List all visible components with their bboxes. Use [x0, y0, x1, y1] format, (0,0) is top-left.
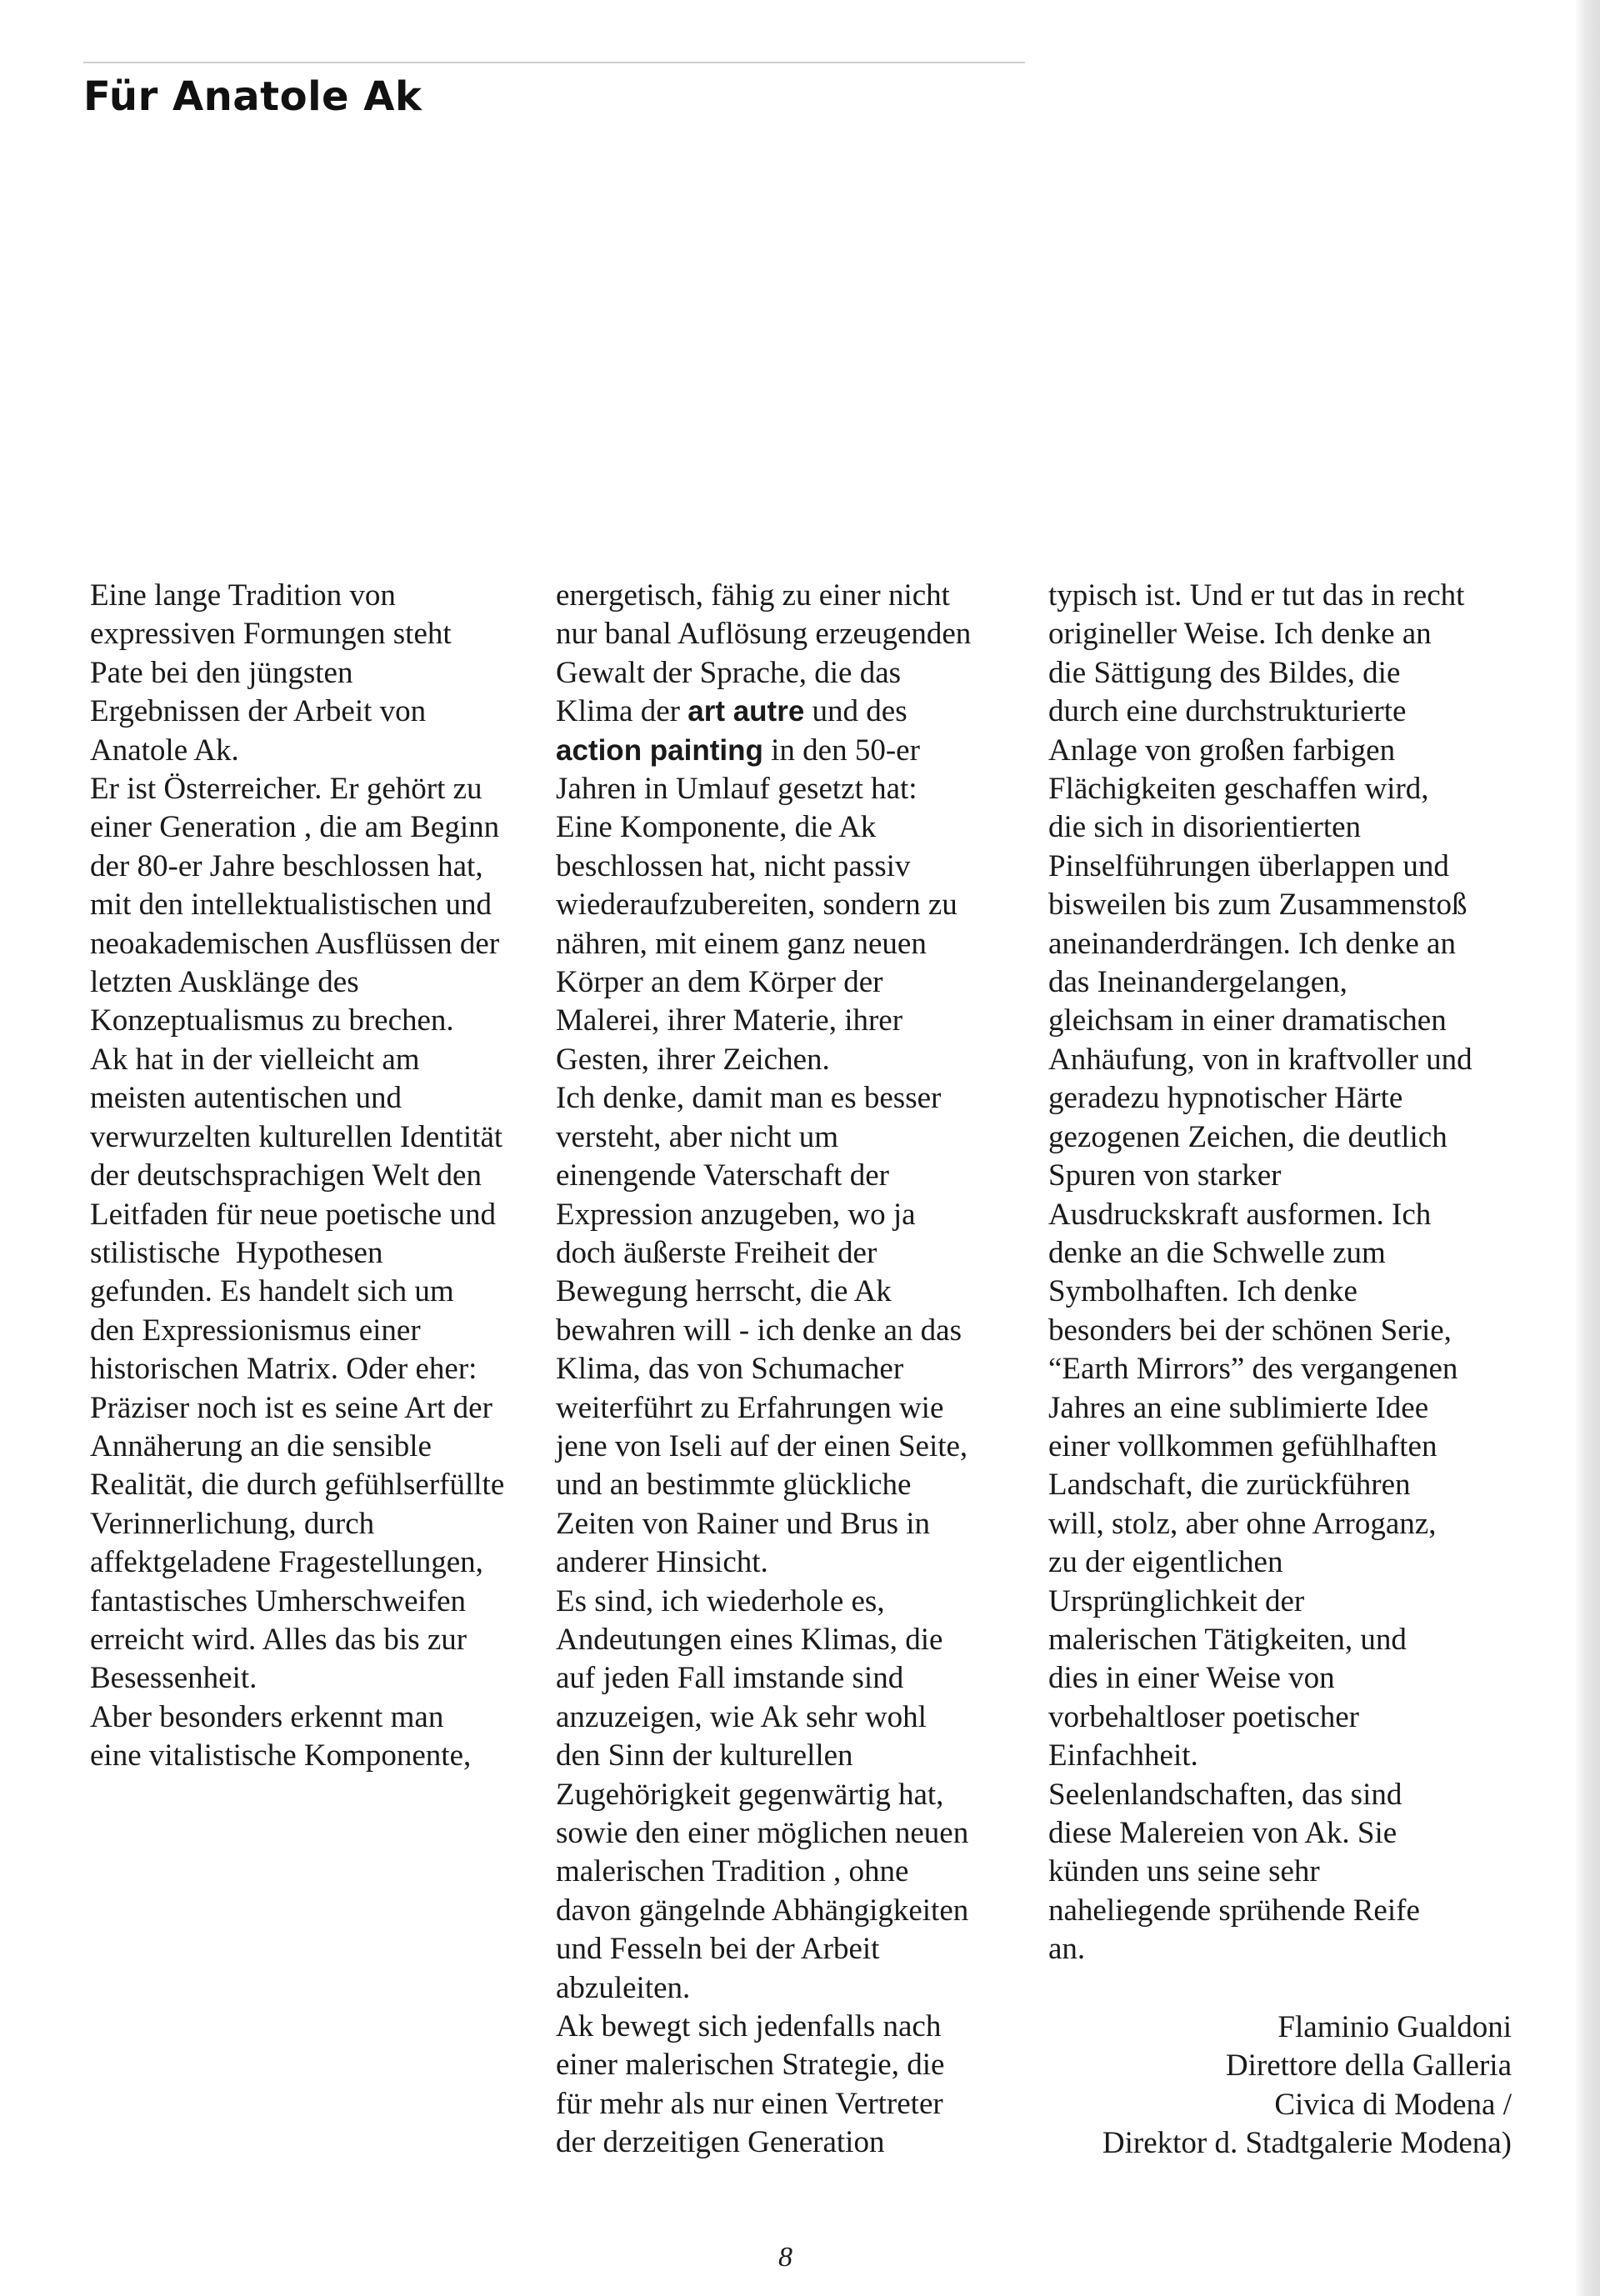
text-line: diese Malereien von Ak. Sie [1048, 1816, 1398, 1850]
text-line: doch äußerste Freiheit der [556, 1235, 878, 1270]
text-line: mit den intellektualistischen und [90, 888, 492, 923]
text-line: eine vitalistische Komponente, [90, 1738, 472, 1773]
text-line: den Sinn der kulturellen [556, 1738, 853, 1773]
text-line: nur banal Auflösung erzeugenden [556, 617, 972, 652]
text-line: “Earth Mirrors” des vergangenen [1048, 1352, 1458, 1387]
text-line: vorbehaltloser poetischer [1048, 1699, 1359, 1734]
text-line: Ausdruckskraft ausformen. Ich [1048, 1197, 1432, 1232]
text-line: Expression anzugeben, wo ja [556, 1197, 916, 1232]
text-column-2 [556, 577, 1039, 2163]
text-line: die Sättigung des Bildes, die [1048, 655, 1401, 690]
text-line: Ich denke, damit man es besser [556, 1081, 942, 1116]
text-line: malerischen Tätigkeiten, und [1048, 1622, 1407, 1657]
text-line: der 80-er Jahre beschlossen hat, [90, 848, 483, 883]
text-line: dies in einer Weise von [1048, 1661, 1335, 1696]
text-line: letzten Ausklänge des [90, 965, 359, 1000]
text-line: Aber besonders erkennt man [90, 1699, 444, 1734]
text-line: Ak bewegt sich jedenfalls nach [556, 2009, 942, 2044]
text-line: den Expressionismus einer [90, 1313, 421, 1348]
text-line: Einfachheit. [1048, 1738, 1198, 1773]
text-column-1 [90, 577, 557, 1776]
text-line: für mehr als nur einen Vertreter [556, 2086, 943, 2121]
text-line: Zugehörigkeit gegenwärtig hat, [556, 1777, 944, 1812]
term-action-painting: action painting [556, 733, 763, 767]
text-line: Eine lange Tradition von [90, 578, 396, 613]
text-line: typisch ist. Und er tut das in recht [1048, 578, 1465, 613]
text-line: die sich in disorientierten [1048, 810, 1362, 845]
text-line: fantastisches Umherschweifen [90, 1583, 467, 1618]
text-line: sowie den einer möglichen neuen [556, 1816, 969, 1850]
text-line: Jahren in Umlauf gesetzt hat: [556, 772, 918, 807]
text-line: gleichsam in einer dramatischen [1048, 1003, 1447, 1038]
text-line: abzuleiten. [556, 1970, 691, 2005]
text-line: anderer Hinsicht. [556, 1545, 768, 1580]
text-line: Körper an dem Körper der [556, 965, 883, 1000]
text-line: einer vollkommen gefühlhaften [1048, 1428, 1438, 1463]
text-line: Anlage von großen farbigen [1048, 733, 1396, 768]
author-institution: Civica di Modena / [1274, 2087, 1512, 2122]
text-line: origineller Weise. Ich denke an [1048, 617, 1432, 652]
text-line: Ak hat in der vielleicht am [90, 1042, 420, 1077]
term-art-autre: art autre [688, 695, 805, 728]
text-line: Er ist Österreicher. Er gehört zu [90, 772, 482, 807]
text-line: versteht, aber nicht um [556, 1119, 839, 1154]
text-line: wiederaufzubereiten, sondern zu [556, 888, 958, 923]
text-line: energetisch, fähig zu einer nicht [556, 578, 950, 613]
text-line: stilistische Hypothesen [90, 1235, 383, 1270]
text-line: Anatole Ak. [90, 733, 239, 768]
text-line: gezogenen Zeichen, die deutlich [1048, 1119, 1448, 1154]
text-line: verwurzelten kulturellen Identität [90, 1119, 503, 1154]
author-role: Direttore della Galleria [1225, 2048, 1512, 2083]
text-line: Pinselführungen überlappen und [1048, 848, 1449, 883]
text-line: Jahres an eine sublimierte Idee [1048, 1390, 1429, 1425]
text-line: Gesten, ihrer Zeichen. [556, 1042, 830, 1077]
text-line: naheliegende sprühende Reife [1048, 1893, 1420, 1928]
text-line: nähren, mit einem ganz neuen [556, 926, 927, 961]
text-line: einer Generation , die am Beginn [90, 810, 500, 845]
text-line: Symbolhaften. Ich denke [1048, 1274, 1358, 1309]
text-line: Anhäufung, von in kraftvoller und [1048, 1042, 1472, 1077]
text-line: Es sind, ich wiederhole es, [556, 1583, 885, 1618]
author-role-german: Direktor d. Stadtgalerie Modena) [1102, 2126, 1512, 2161]
page-title: Für Anatole Ak [83, 73, 422, 120]
text-line: beschlossen hat, nicht passiv [556, 848, 911, 883]
text-line: geradezu hypnotischer Härte [1048, 1081, 1403, 1116]
text-line: anzuzeigen, wie Ak sehr wohl [556, 1699, 927, 1734]
text-line: Präziser noch ist es seine Art der [90, 1390, 492, 1425]
column-2-part-a [556, 577, 1039, 693]
column-2-action-line: action painting in den 50-er [556, 733, 920, 768]
text-line: der derzeitigen Generation [556, 2125, 885, 2160]
text-line: gefunden. Es handelt sich um [90, 1274, 454, 1309]
text-line: auf jeden Fall imstande sind [556, 1661, 904, 1696]
page-number: 8 [778, 2242, 792, 2273]
text-line: Zeiten von Rainer und Brus in [556, 1506, 931, 1541]
text-line: Malerei, ihrer Materie, ihrer [556, 1003, 903, 1038]
text-line: durch eine durchstrukturierte [1048, 694, 1407, 729]
text-line: Flächigkeiten geschaffen wird, [1048, 772, 1429, 807]
top-rule [83, 62, 1025, 63]
text-line: bisweilen bis zum Zusammenstoß [1048, 888, 1468, 923]
column-2-klima-line: Klima der art autre und des [556, 694, 908, 729]
text-line: und an bestimmte glückliche [556, 1468, 912, 1503]
text-line: affektgeladene Fragestellungen, [90, 1545, 483, 1580]
text-line: besonders bei der schönen Serie, [1048, 1313, 1452, 1348]
column-2-part-b [556, 770, 1039, 2163]
text-line: denke an die Schwelle zum [1048, 1235, 1386, 1270]
text-line: bewahren will - ich denke an das [556, 1313, 962, 1348]
text-line: künden uns seine sehr [1048, 1854, 1320, 1889]
text-line: Verinnerlichung, durch [90, 1506, 375, 1541]
author-name: Flaminio Gualdoni [1278, 2010, 1512, 2044]
text-line: erreicht wird. Alles das bis zur [90, 1622, 468, 1657]
signature-block [1102, 2008, 1512, 2163]
text-line: neoakademischen Ausflüssen der [90, 926, 500, 961]
text-line: weiterführt zu Erfahrungen wie [556, 1390, 944, 1425]
text-line: Gewalt der Sprache, die das [556, 655, 902, 690]
text-line: Seelenlandschaften, das sind [1048, 1777, 1402, 1812]
text-line: Leitfaden für neue poetische und [90, 1197, 496, 1232]
text-line: Besessenheit. [90, 1661, 258, 1696]
text-column-3 [1048, 577, 1532, 1969]
text-line: jene von Iseli auf der einen Seite, [556, 1428, 968, 1463]
text-line: Landschaft, die zurückführen [1048, 1468, 1411, 1503]
text-line: meisten autentischen und [90, 1081, 402, 1116]
text-line: Andeutungen eines Klimas, die [556, 1622, 943, 1657]
text-line: und Fesseln bei der Arbeit [556, 1932, 880, 1967]
text-line: der deutschsprachigen Welt den [90, 1158, 482, 1193]
text-line: Ergebnissen der Arbeit von [90, 694, 427, 729]
text-line: Realität, die durch gefühlserfüllte [90, 1468, 505, 1503]
text-line: Annäherung an die sensible [90, 1428, 432, 1463]
text-line: aneinanderdrängen. Ich denke an [1048, 926, 1456, 961]
text-line: malerischen Tradition , ohne [556, 1854, 909, 1889]
text-line: expressiven Formungen steht [90, 617, 452, 652]
text-line: Spuren von starker [1048, 1158, 1282, 1193]
text-line: davon gängelnde Abhängigkeiten [556, 1893, 969, 1928]
text-line: zu der eigentlichen [1048, 1545, 1283, 1580]
text-line: Ursprünglichkeit der [1048, 1583, 1305, 1618]
text-line: Bewegung herrscht, die Ak [556, 1274, 892, 1309]
text-line: Eine Komponente, die Ak [556, 810, 877, 845]
text-line: Klima, das von Schumacher [556, 1352, 904, 1387]
text-line: Konzeptualismus zu brechen. [90, 1003, 454, 1038]
text-line: historischen Matrix. Oder eher: [90, 1352, 478, 1387]
text-line: das Ineinandergelangen, [1048, 965, 1348, 1000]
text-line: will, stolz, aber ohne Arroganz, [1048, 1506, 1437, 1541]
page-edge [1575, 0, 1600, 2296]
text-line: an. [1048, 1932, 1086, 1967]
text-line: Pate bei den jüngsten [90, 655, 353, 690]
text-line: einer malerischen Strategie, die [556, 2048, 945, 2083]
text-line: einengende Vaterschaft der [556, 1158, 889, 1193]
